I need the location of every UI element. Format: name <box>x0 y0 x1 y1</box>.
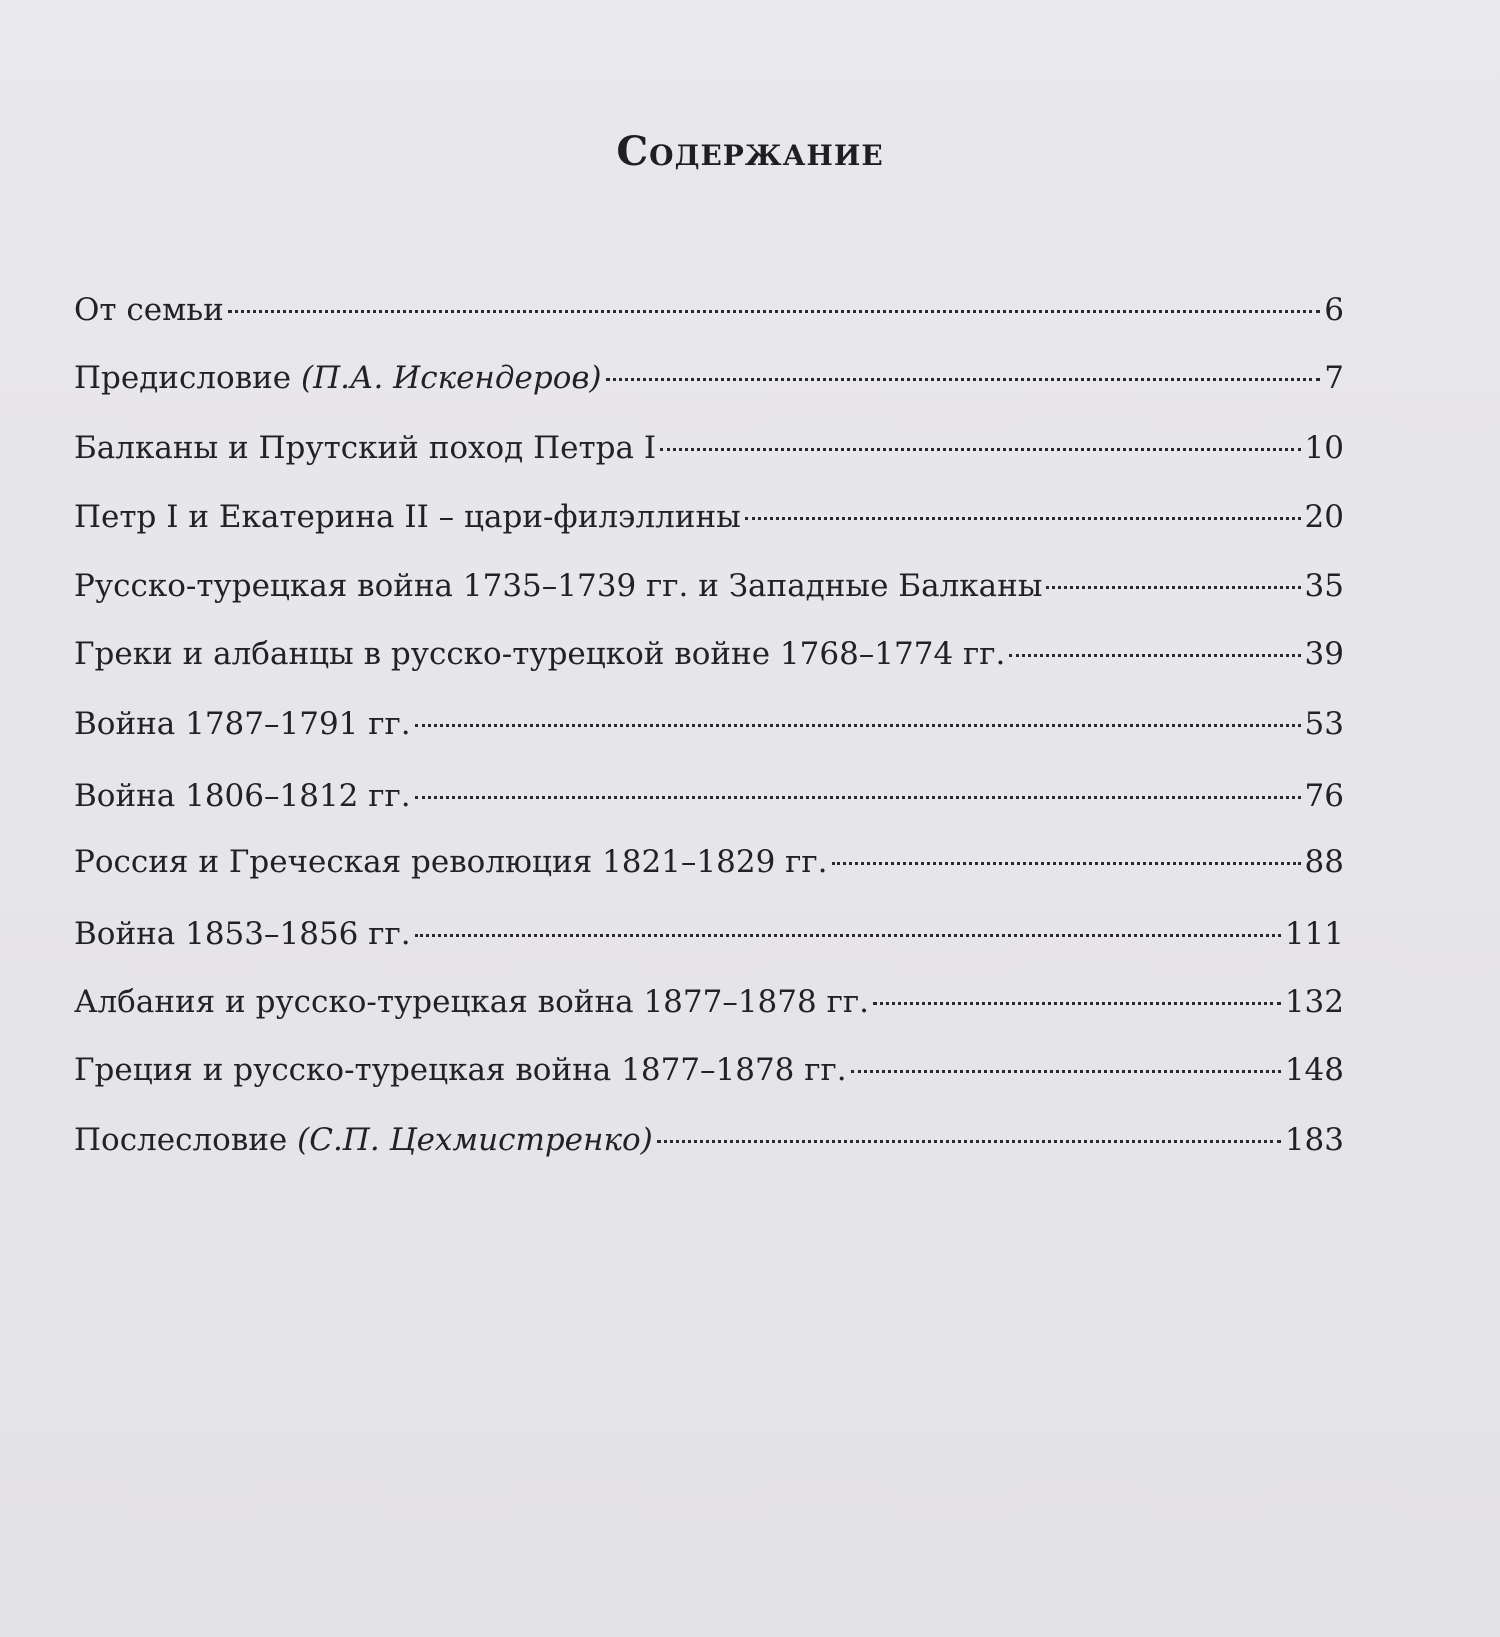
toc-entry <box>74 428 1344 468</box>
entry-author: (П.А. Искендеров) <box>301 360 602 396</box>
toc-entry <box>74 497 1344 537</box>
contents-heading: Содержание <box>616 128 884 175</box>
toc-entry <box>74 290 1344 330</box>
page-number: 132 <box>1284 984 1344 1020</box>
page-number: 148 <box>1284 1052 1344 1088</box>
page-number: 39 <box>1304 636 1344 672</box>
entry-title: Война 1806–1812 гг. <box>74 778 411 814</box>
page-number: 6 <box>1324 292 1344 328</box>
entry-title: Русско-турецкая война 1735–1739 гг. и Западные Балканы <box>74 568 1043 604</box>
toc-entry <box>74 704 1344 744</box>
dot-leader <box>415 796 1301 799</box>
entry-title: Албания и русско-турецкая война 1877–1878 гг. <box>74 984 869 1020</box>
toc-entry <box>74 1050 1344 1090</box>
page-number: 88 <box>1304 844 1344 880</box>
entry-author: (С.П. Цехмистренко) <box>297 1122 653 1158</box>
dot-leader <box>832 862 1301 865</box>
entry-title: Россия и Греческая революция 1821–1829 гг. <box>74 844 828 880</box>
page-number: 10 <box>1304 430 1344 466</box>
toc-entry <box>74 914 1344 954</box>
toc-entry <box>74 842 1344 882</box>
toc-entry <box>74 634 1344 674</box>
entry-title: Предисловие (П.А. Искендеров) <box>74 360 602 396</box>
dot-leader <box>228 310 1320 313</box>
dot-leader <box>851 1070 1281 1073</box>
entry-title: Война 1787–1791 гг. <box>74 706 411 742</box>
entry-title: Послесловие (С.П. Цехмистренко) <box>74 1122 653 1158</box>
dot-leader <box>873 1002 1281 1005</box>
dot-leader <box>606 378 1321 381</box>
page-number: 35 <box>1304 568 1344 604</box>
page-number: 183 <box>1284 1122 1344 1158</box>
entry-title: Греки и албанцы в русско-турецкой войне 1768–1774 гг. <box>74 636 1006 672</box>
toc-entry <box>74 982 1344 1022</box>
dot-leader <box>1009 654 1300 657</box>
dot-leader <box>1046 586 1300 589</box>
toc-entry <box>74 776 1344 816</box>
entry-title: Греция и русско-турецкая война 1877–1878 гг. <box>74 1052 847 1088</box>
toc-entry <box>74 1120 1344 1160</box>
dot-leader <box>657 1140 1281 1143</box>
toc-entry <box>74 358 1344 398</box>
page-number: 20 <box>1304 499 1344 535</box>
page-number: 76 <box>1304 778 1344 814</box>
entry-title: Петр I и Екатерина II – цари-филэллины <box>74 499 741 535</box>
entry-title: Балканы и Прутский поход Петра I <box>74 430 657 466</box>
page-number: 53 <box>1304 706 1344 742</box>
entry-title: От семьи <box>74 292 224 328</box>
entry-title: Война 1853–1856 гг. <box>74 916 411 952</box>
toc-entry <box>74 566 1344 606</box>
page-number: 111 <box>1284 916 1344 952</box>
page-number: 7 <box>1324 360 1344 396</box>
dot-leader <box>415 934 1281 937</box>
dot-leader <box>660 448 1300 451</box>
dot-leader <box>745 517 1301 520</box>
dot-leader <box>415 724 1301 727</box>
